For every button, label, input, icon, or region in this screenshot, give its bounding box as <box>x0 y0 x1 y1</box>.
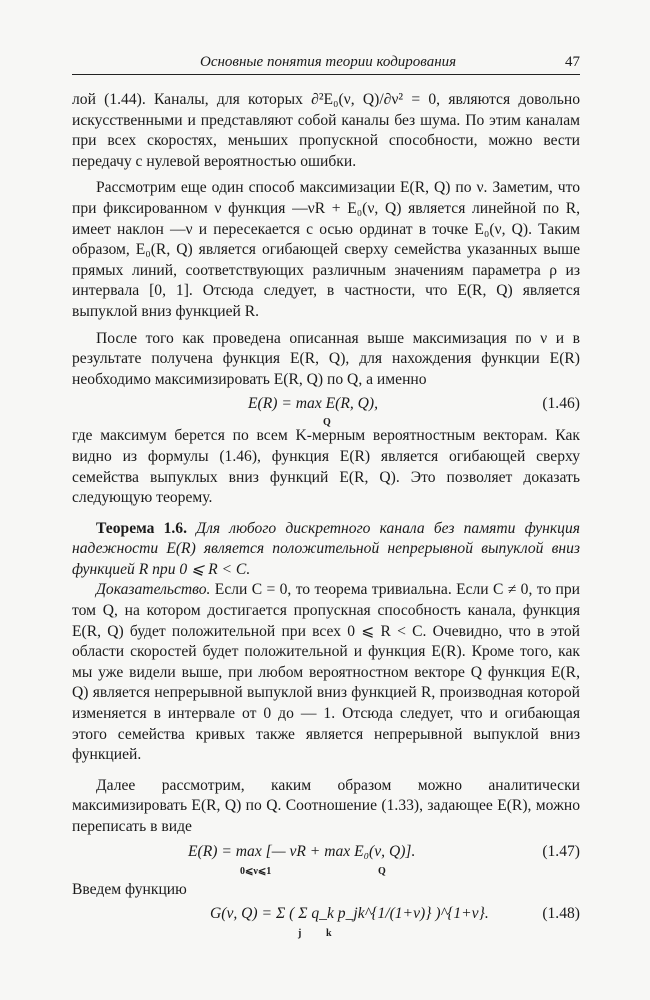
theorem-label: Теорема 1.6. <box>96 519 187 537</box>
paragraph-3: После того как проведена описанная выше максимизация по ν и в результате получена функция E(R, Q), для нахождения функции E(R) необходимо максимизировать E(R, Q) по Q, а именно <box>72 329 580 388</box>
running-header <box>72 50 580 75</box>
running-title: Основные понятия теории кодирования <box>200 54 457 70</box>
paragraph-4: где максимум берется по всем K-мерным вероятностным векторам. Как видно из формулы (1.46), функция E(R) является огибающей сверху семейства выпуклых вниз функций E(R, Q). Это позволяет доказать следующую теорему. <box>72 427 580 507</box>
paragraph-1: лой (1.44). Каналы, для которых ∂²E₀(ν, Q)/∂ν² = 0, являются довольно искусственными и представляют собой каналы без шума. По этим каналам при всех скоростях, меньших пропускной способности, можно вести передачу с нулевой вероятностью ошибки. <box>72 91 580 170</box>
theorem-1-6 <box>72 519 580 581</box>
equation-1-46-subscript: Q <box>323 417 331 429</box>
equation-1-47-subscript-1: 0⩽ν⩽1 <box>240 865 272 877</box>
equation-1-47-number: (1.47) <box>542 842 580 860</box>
proof <box>72 580 580 765</box>
equation-1-47-formula: E(R) = max [— νR + max E₀(ν, Q)]. <box>188 842 416 860</box>
equation-1-48-formula: G(ν, Q) = Σ ( Σ q_k p_jk^{1/(1+ν)} )^{1+ν}. <box>210 905 489 923</box>
equation-1-48-number: (1.48) <box>542 905 580 923</box>
equation-1-46-number: (1.46) <box>542 395 580 413</box>
equation-1-47-subscript-2: Q <box>378 865 386 877</box>
book-page <box>72 50 580 942</box>
equation-1-46 <box>72 394 580 429</box>
equation-1-46-formula: E(R) = max E(R, Q), <box>248 395 379 413</box>
page-body <box>72 90 580 938</box>
equation-1-48 <box>72 904 580 938</box>
equation-1-48-subscript-2: k <box>326 928 332 940</box>
paragraph-2: Рассмотрим еще один способ максимизации E(R, Q) по ν. Заметим, что при фиксированном ν функция —νR + E₀(ν, Q) является линейной по R, имеет наклон —ν и пересекается с осью ординат в точке E₀(ν, Q). Таким образом, E₀(R, Q) является огибающей сверху семейства указанных выше прямых линий, соответствующих различным значениям параметра ρ из интервала [0, 1]. Отсюда следует, в частности, что E(R, Q) является выпуклой вниз функцией R. <box>72 179 580 320</box>
page-number: 47 <box>565 54 580 70</box>
proof-label: Доказательство. <box>96 581 211 599</box>
equation-1-48-subscript-1: j <box>298 928 302 940</box>
equation-1-47 <box>72 842 580 876</box>
theorem-text: Для любого дискретного канала без памяти функция надежности E(R) является положительной непрерывной выпуклой вниз функцией R при 0 ⩽ R < C. <box>72 519 580 578</box>
paragraph-5: Далее рассмотрим, каким образом можно аналитически максимизировать E(R, Q) по Q. Соотношение (1.33), задающее E(R), можно переписать в виде <box>72 776 580 835</box>
paragraph-6: Введем функцию <box>72 880 187 898</box>
proof-text: Если C = 0, то теорема тривиальна. Если C ≠ 0, то при том Q, на котором достигается пропускная способность канала, функция E(R, Q) будет положительной при всех 0 ⩽ R < C. Очевидно, что в этой области скоростей будет положительной и функция E(R). Кроме того, как мы уже видели выше, при любом вероятностном векторе Q функция E(R, Q) является непрерывной выпуклой вниз функцией R, производная которой изменяется в интервале от 0 до — 1. Отсюда следует, что и огибающая этого семейства кривых также является непрерывной выпуклой вниз функцией. <box>72 581 580 764</box>
